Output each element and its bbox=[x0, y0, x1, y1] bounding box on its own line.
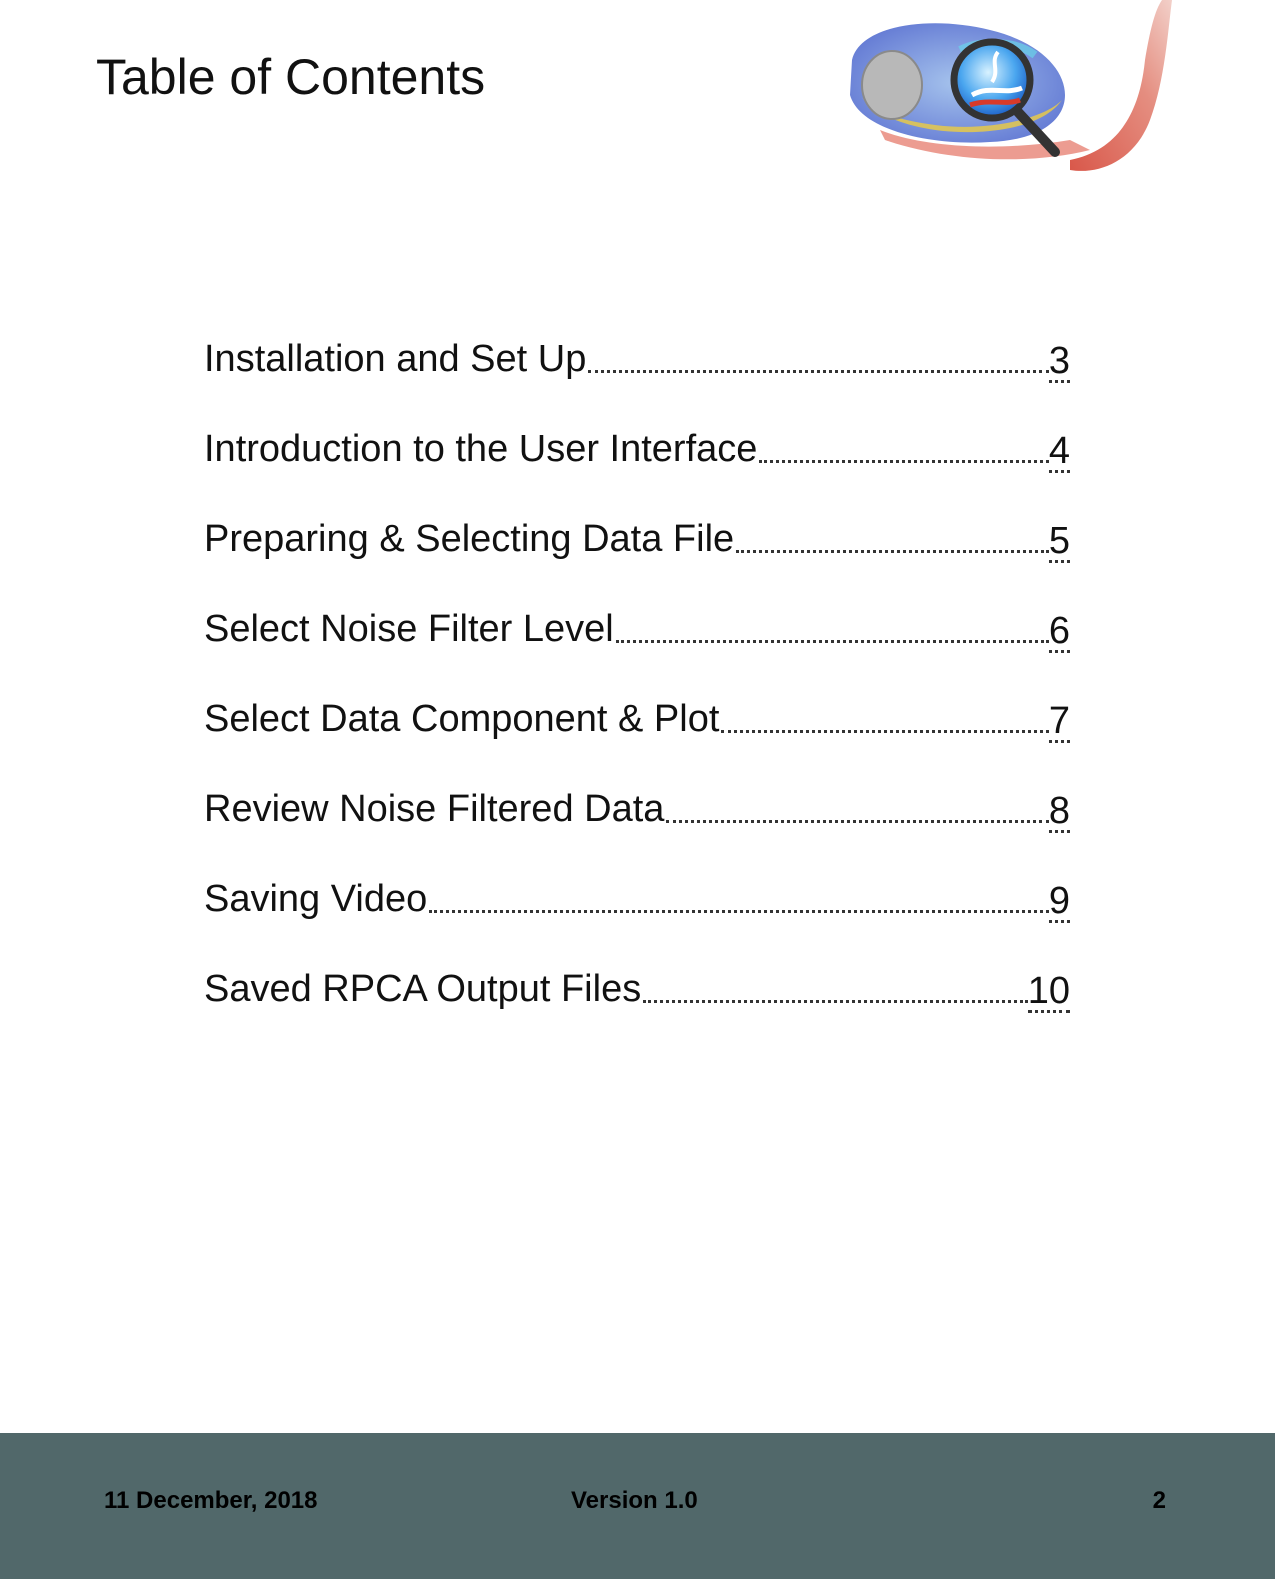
toc-entry-title: Select Data Component & Plot bbox=[204, 698, 720, 740]
toc-leader bbox=[429, 910, 1049, 913]
footer-date: 11 December, 2018 bbox=[104, 1487, 318, 1514]
toc-leader bbox=[616, 640, 1049, 643]
toc-entry[interactable] bbox=[204, 430, 1070, 520]
footer-version: Version 1.0 bbox=[571, 1487, 698, 1514]
toc-entry-page: 7 bbox=[1048, 700, 1070, 742]
footer-page-number: 2 bbox=[1152, 1487, 1166, 1514]
table-of-contents bbox=[204, 340, 1070, 1060]
toc-leader bbox=[643, 1000, 1028, 1003]
toc-entry-title: Installation and Set Up bbox=[204, 338, 587, 380]
toc-entry[interactable] bbox=[204, 340, 1070, 430]
toc-leader bbox=[736, 550, 1049, 553]
toc-entry-page: 5 bbox=[1048, 520, 1070, 562]
toc-entry-title: Introduction to the User Interface bbox=[204, 428, 758, 470]
toc-entry-page: 6 bbox=[1048, 610, 1070, 652]
flow-visualization-magnifier-icon bbox=[840, 0, 1180, 180]
toc-entry-title: Saving Video bbox=[204, 878, 428, 920]
toc-entry[interactable] bbox=[204, 880, 1070, 970]
toc-entry-title: Saved RPCA Output Files bbox=[204, 968, 642, 1010]
toc-entry-title: Review Noise Filtered Data bbox=[204, 788, 665, 830]
toc-entry-page: 4 bbox=[1048, 430, 1070, 472]
page-footer bbox=[0, 1433, 1275, 1579]
toc-entry-title: Select Noise Filter Level bbox=[204, 608, 614, 650]
toc-entry-page: 10 bbox=[1027, 970, 1070, 1012]
toc-entry-page: 9 bbox=[1048, 880, 1070, 922]
toc-entry[interactable] bbox=[204, 970, 1070, 1060]
toc-leader bbox=[721, 730, 1048, 733]
toc-leader bbox=[666, 820, 1048, 823]
toc-entry-page: 3 bbox=[1048, 340, 1070, 382]
toc-entry[interactable] bbox=[204, 520, 1070, 610]
toc-entry[interactable] bbox=[204, 700, 1070, 790]
toc-entry-page: 8 bbox=[1048, 790, 1070, 832]
toc-leader bbox=[759, 460, 1048, 463]
toc-entry[interactable] bbox=[204, 610, 1070, 700]
toc-entry[interactable] bbox=[204, 790, 1070, 880]
toc-entry-title: Preparing & Selecting Data File bbox=[204, 518, 735, 560]
page-title: Table of Contents bbox=[96, 49, 486, 105]
toc-leader bbox=[588, 370, 1049, 373]
